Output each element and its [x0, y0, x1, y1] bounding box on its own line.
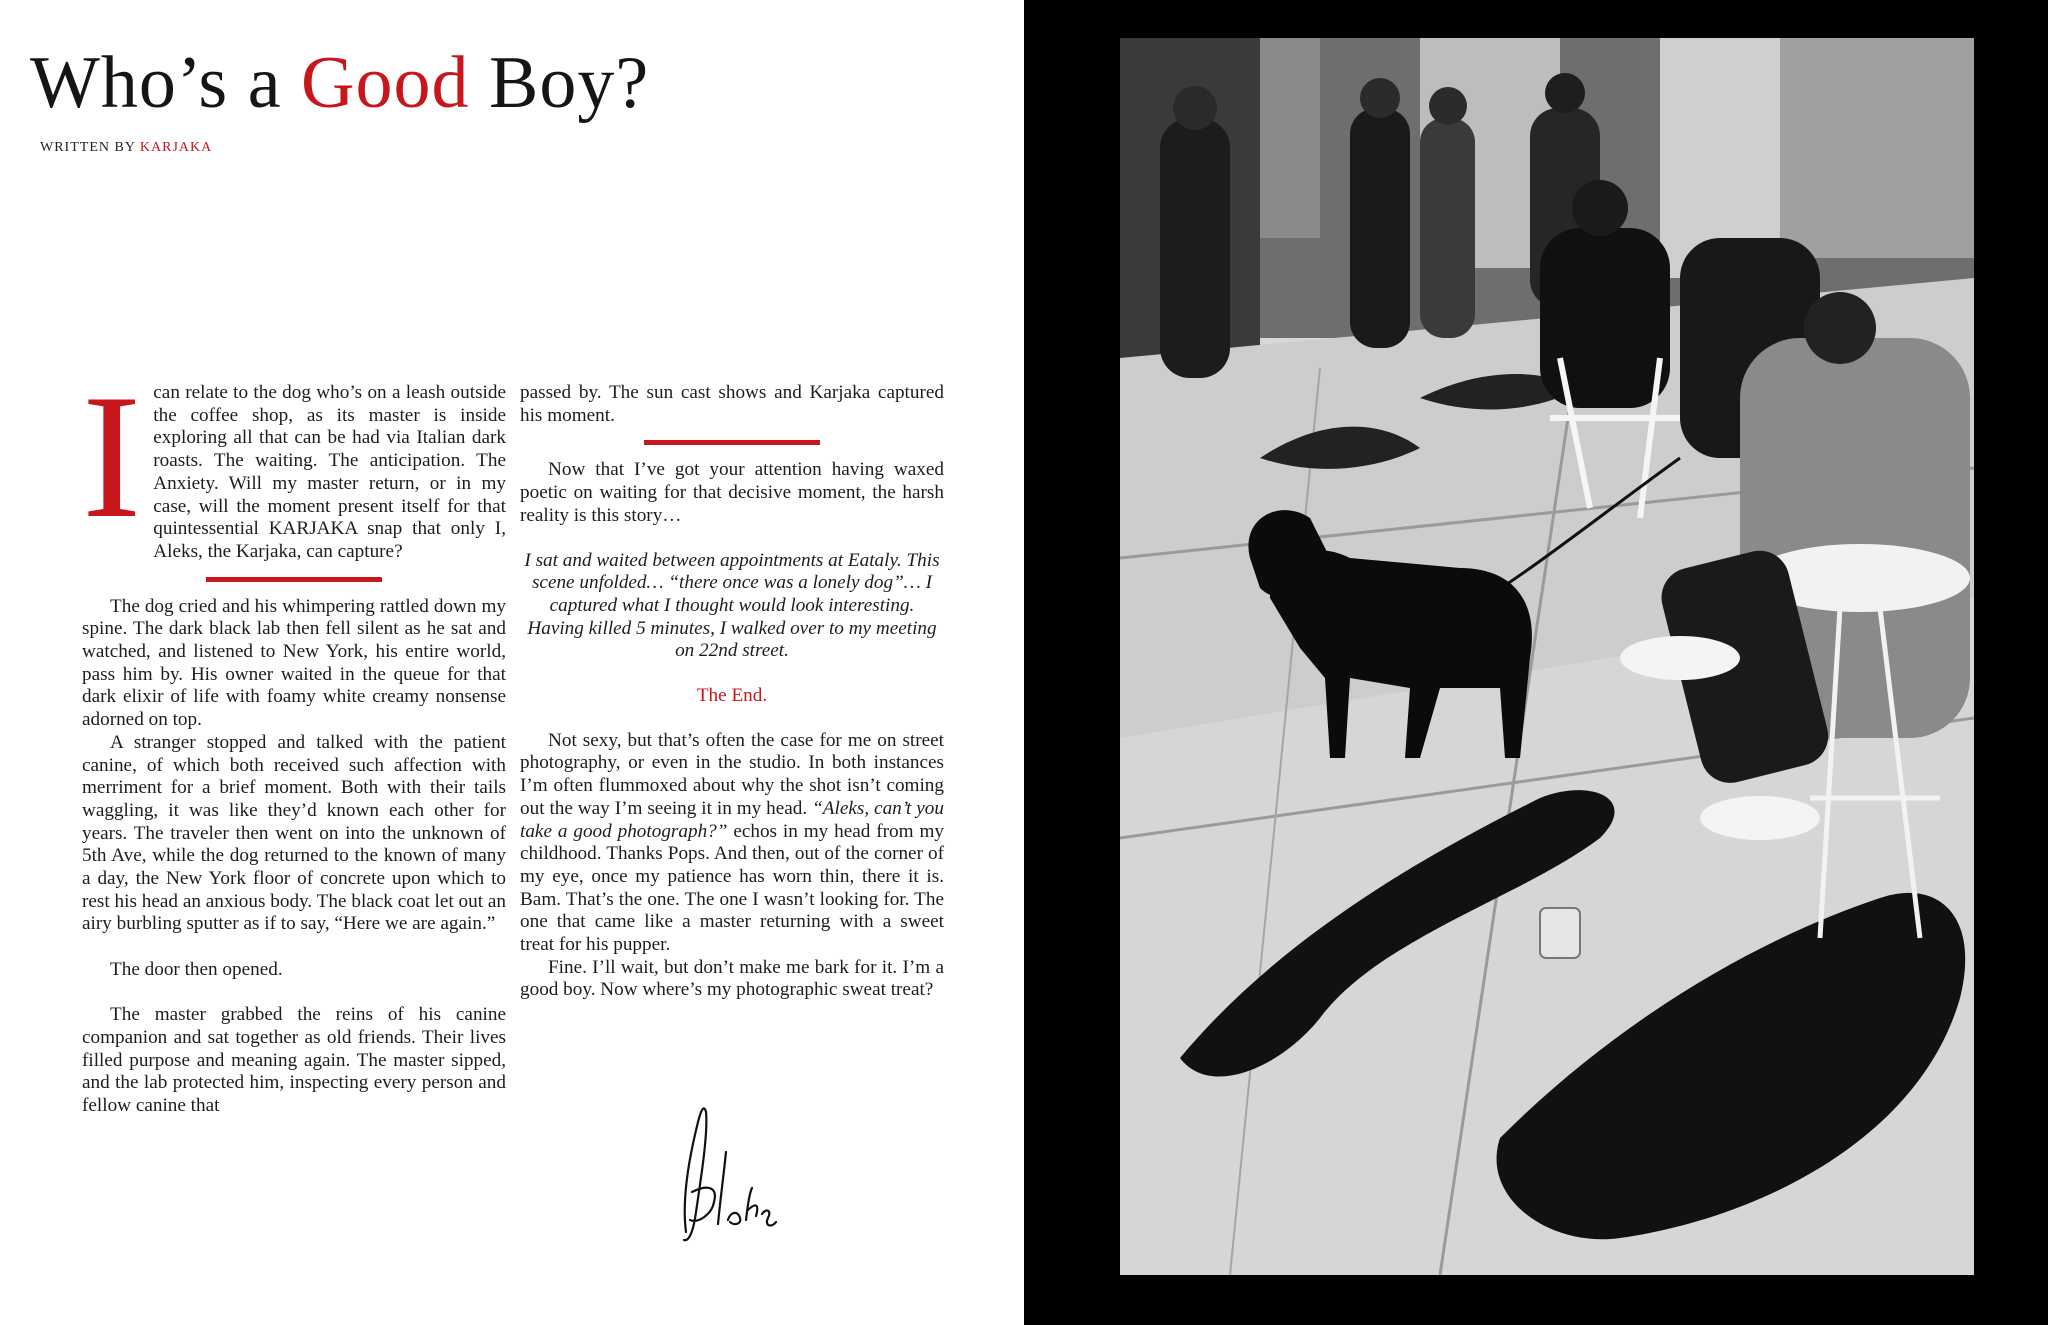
section-divider: [206, 577, 382, 582]
title-part1: Who’s a: [30, 42, 302, 124]
byline: [40, 140, 212, 156]
paragraph: passed by. The sun cast shows and Karjaka captured his moment.: [520, 382, 944, 426]
paragraph: A stranger stopped and talked with the patient canine, of which both received such affection with merriment for a brief moment. Both with their tails waggling, it was like they’d known each other for years. The traveler then went on into the unknown of 5th Ave, while the dog returned to the known of many a day, the New York floor of concrete upon which to rest his head an anxious body. The black coat let out an airy burbling sputter as if to say, “Here we are again.”: [82, 731, 506, 935]
title-accent-word: Good: [301, 42, 470, 124]
paragraph: Now that I’ve got your attention having waxed poetic on waiting for that decisive moment, the harsh reality is this story…: [520, 459, 944, 526]
paragraph-text: Not sexy, but that’s often the case for me on street photography, or even in the studio. In both instances I’m often flummoxed about why the shot isn’t coming out the way I’m seeing it in my head.: [520, 729, 944, 819]
paragraph: Fine. I’ll wait, but don’t make me bark for it. I’m a good boy. Now where’s my photographic sweat treat?: [520, 956, 944, 1001]
text-column-2: [520, 382, 944, 1002]
text-column-1: [82, 357, 506, 1118]
title-part2: Boy?: [469, 42, 650, 124]
paragraph: [520, 730, 944, 957]
italic-quote: I sat and waited between appointments at Eataly. This scene unfolded… “there once was a lonely dog”… I captured what I thought would look interesting. Having killed 5 minutes, I walked over to my meeting on 22nd street.: [524, 549, 940, 662]
street-photo-dog: [1120, 38, 1974, 1275]
paragraph: The door then opened.: [110, 958, 283, 980]
paragraph: [82, 357, 506, 564]
drop-cap: I: [82, 357, 142, 555]
right-page-photo-frame: [1024, 0, 2048, 1325]
the-end-label: The End.: [696, 685, 768, 707]
paragraph: The dog cried and his whimpering rattled down my spine. The dark black lab then fell silent as he sat and watched, and listened to New York, his entire world, pass him by. His owner waited in the queue for that dark elixir of life with foamy white creamy nonsense adorned on top.: [82, 595, 506, 731]
byline-prefix: WRITTEN BY: [40, 140, 140, 155]
paragraph: The master grabbed the reins of his canine companion and sat together as old friends. Their lives filled purpose and meaning again. The master sipped, and the lab protected him, inspecting every person and fellow canine that: [82, 1004, 506, 1117]
photo-dog-on-leash-illustration: [1120, 38, 1974, 1275]
article-title: [30, 42, 650, 124]
inline-quote: “Aleks, can’t you take a good photograph?”: [520, 797, 944, 842]
section-divider: [644, 440, 820, 445]
paragraph-text: can relate to the dog who’s on a leash outside the coffee shop, as its master is inside exploring all that can be had via Italian dark roasts. The waiting. The anticipation. The Anxiety. Will my master return, or in my case, will the moment present itself for that quintessential KARJAKA snap that only I, Aleks, the Karjaka, can capture?: [153, 382, 506, 562]
byline-author: KARJAKA: [139, 140, 213, 155]
signature-aleks: [668, 1092, 788, 1252]
paragraph-text: echos in my head from my childhood. Thanks Pops. And then, out of the corner of my eye, once my patience has worn thin, there it is. Bam. That’s the one. The one I wasn’t looking for. The one that came like a master returning with a sweet treat for his pupper.: [520, 820, 944, 956]
